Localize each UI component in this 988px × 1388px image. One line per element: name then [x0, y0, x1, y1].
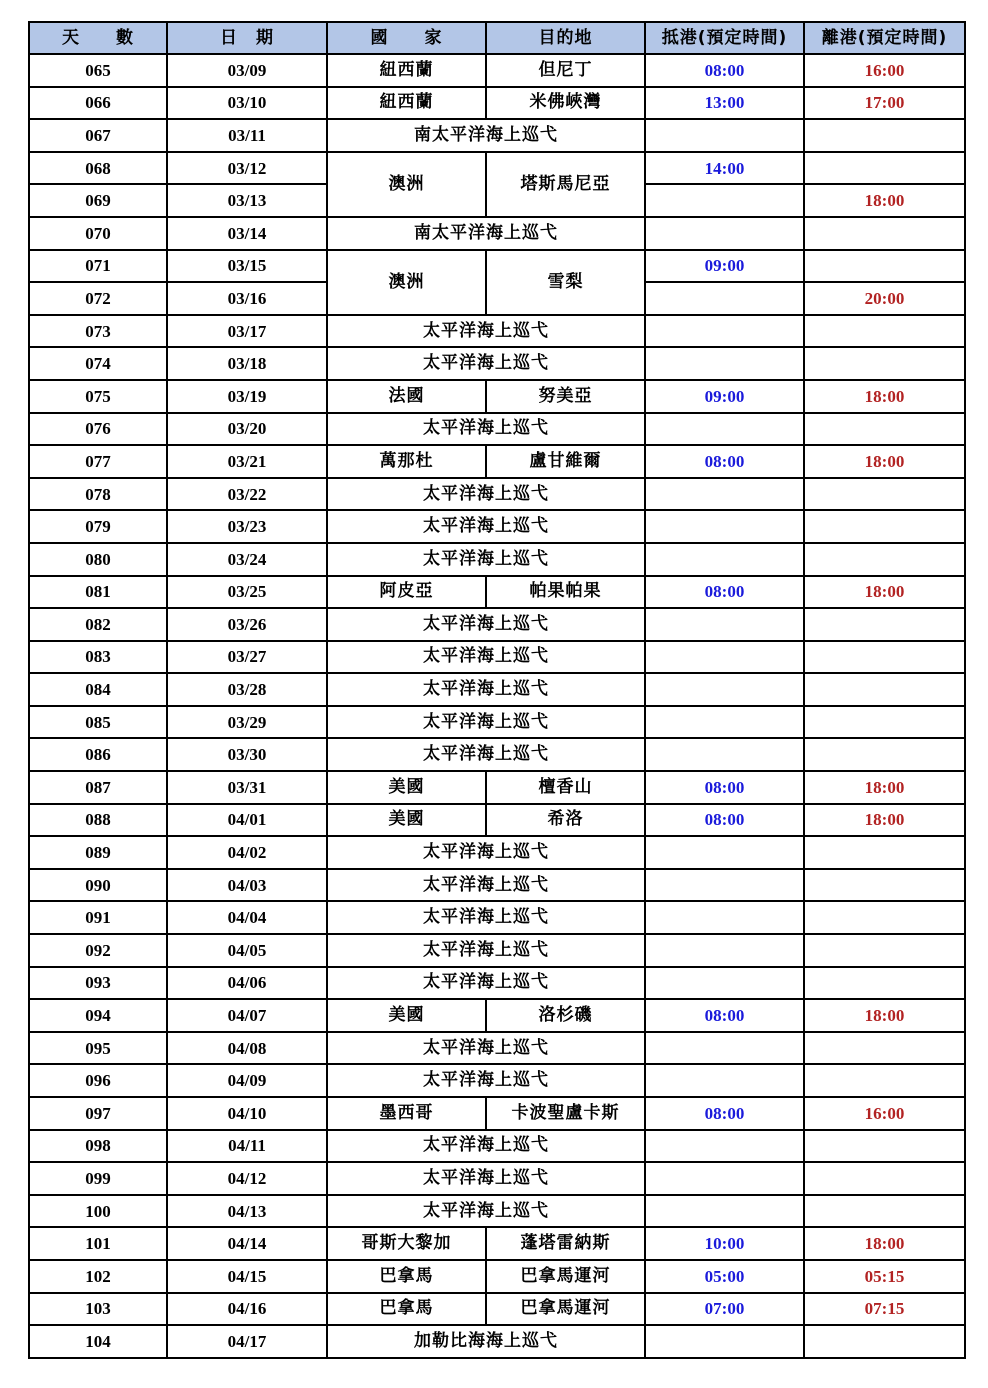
date-cell: 03/11: [167, 119, 327, 152]
departure-time-cell: 18:00: [804, 445, 965, 478]
sea-cruise-cell: 太平洋海上巡弋: [327, 641, 645, 674]
arrival-time-cell: 13:00: [645, 87, 804, 120]
day-cell: 068: [29, 152, 167, 185]
date-cell: 04/06: [167, 967, 327, 1000]
date-cell: 04/04: [167, 901, 327, 934]
arrival-time-cell: [645, 608, 804, 641]
date-cell: 03/22: [167, 478, 327, 511]
table-row: [29, 1162, 965, 1195]
sea-cruise-cell: 太平洋海上巡弋: [327, 543, 645, 576]
sea-cruise-cell: 太平洋海上巡弋: [327, 673, 645, 706]
country-cell: 墨西哥: [327, 1097, 486, 1130]
table-row: [29, 608, 965, 641]
date-cell: 03/21: [167, 445, 327, 478]
table-row: [29, 673, 965, 706]
country-cell: 巴拿馬: [327, 1260, 486, 1293]
date-cell: 04/13: [167, 1195, 327, 1228]
sea-cruise-cell: 太平洋海上巡弋: [327, 934, 645, 967]
date-cell: 03/09: [167, 54, 327, 87]
day-cell: 100: [29, 1195, 167, 1228]
country-cell: 阿皮亞: [327, 576, 486, 609]
date-cell: 04/01: [167, 804, 327, 837]
table-row: [29, 347, 965, 380]
day-cell: 101: [29, 1227, 167, 1260]
arrival-time-cell: [645, 641, 804, 674]
arrival-time-cell: 14:00: [645, 152, 804, 185]
day-cell: 072: [29, 282, 167, 315]
departure-time-cell: [804, 413, 965, 446]
departure-time-cell: [804, 315, 965, 348]
sea-cruise-cell: 太平洋海上巡弋: [327, 315, 645, 348]
departure-time-cell: [804, 543, 965, 576]
departure-time-cell: [804, 1130, 965, 1163]
date-cell: 04/12: [167, 1162, 327, 1195]
header-day: 天 數: [29, 22, 167, 54]
table-row: [29, 1260, 965, 1293]
day-cell: 083: [29, 641, 167, 674]
day-cell: 090: [29, 869, 167, 902]
departure-time-cell: [804, 217, 965, 250]
sea-cruise-cell: 太平洋海上巡弋: [327, 1162, 645, 1195]
itinerary-table: [28, 21, 966, 1359]
itinerary-body: [29, 54, 965, 1358]
sea-cruise-cell: 太平洋海上巡弋: [327, 413, 645, 446]
table-row: [29, 315, 965, 348]
country-cell: 紐西蘭: [327, 54, 486, 87]
sea-cruise-cell: 太平洋海上巡弋: [327, 1064, 645, 1097]
departure-time-cell: [804, 152, 965, 185]
arrival-time-cell: [645, 478, 804, 511]
arrival-time-cell: [645, 967, 804, 1000]
departure-time-cell: [804, 934, 965, 967]
day-cell: 077: [29, 445, 167, 478]
date-cell: 03/18: [167, 347, 327, 380]
table-row: [29, 1227, 965, 1260]
day-cell: 097: [29, 1097, 167, 1130]
country-cell: 美國: [327, 804, 486, 837]
table-row: [29, 380, 965, 413]
sea-cruise-cell: 太平洋海上巡弋: [327, 901, 645, 934]
table-row: [29, 1325, 965, 1358]
sea-cruise-cell: 南太平洋海上巡弋: [327, 217, 645, 250]
destination-cell: 雪梨: [486, 250, 645, 315]
day-cell: 080: [29, 543, 167, 576]
table-row: [29, 771, 965, 804]
sea-cruise-cell: 加勒比海海上巡弋: [327, 1325, 645, 1358]
day-cell: 078: [29, 478, 167, 511]
departure-time-cell: 16:00: [804, 1097, 965, 1130]
destination-cell: 米佛峽灣: [486, 87, 645, 120]
country-cell: 哥斯大黎加: [327, 1227, 486, 1260]
departure-time-cell: 18:00: [804, 804, 965, 837]
date-cell: 04/17: [167, 1325, 327, 1358]
date-cell: 03/31: [167, 771, 327, 804]
header-country: 國 家: [327, 22, 486, 54]
date-cell: 04/03: [167, 869, 327, 902]
date-cell: 03/10: [167, 87, 327, 120]
date-cell: 04/05: [167, 934, 327, 967]
departure-time-cell: [804, 967, 965, 1000]
day-cell: 066: [29, 87, 167, 120]
arrival-time-cell: [645, 217, 804, 250]
departure-time-cell: 18:00: [804, 771, 965, 804]
day-cell: 096: [29, 1064, 167, 1097]
day-cell: 095: [29, 1032, 167, 1065]
date-cell: 03/30: [167, 738, 327, 771]
day-cell: 104: [29, 1325, 167, 1358]
arrival-time-cell: 08:00: [645, 804, 804, 837]
destination-cell: 檀香山: [486, 771, 645, 804]
date-cell: 03/13: [167, 184, 327, 217]
country-cell: 美國: [327, 771, 486, 804]
sea-cruise-cell: 南太平洋海上巡弋: [327, 119, 645, 152]
country-cell: 萬那杜: [327, 445, 486, 478]
arrival-time-cell: [645, 315, 804, 348]
country-cell: 美國: [327, 999, 486, 1032]
country-cell: 紐西蘭: [327, 87, 486, 120]
destination-cell: 塔斯馬尼亞: [486, 152, 645, 217]
arrival-time-cell: 10:00: [645, 1227, 804, 1260]
date-cell: 03/14: [167, 217, 327, 250]
day-cell: 092: [29, 934, 167, 967]
departure-time-cell: 18:00: [804, 999, 965, 1032]
table-row: [29, 869, 965, 902]
arrival-time-cell: 09:00: [645, 250, 804, 283]
date-cell: 04/10: [167, 1097, 327, 1130]
table-row: [29, 804, 965, 837]
arrival-time-cell: [645, 1064, 804, 1097]
day-cell: 082: [29, 608, 167, 641]
departure-time-cell: [804, 119, 965, 152]
sea-cruise-cell: 太平洋海上巡弋: [327, 1195, 645, 1228]
destination-cell: 卡波聖盧卡斯: [486, 1097, 645, 1130]
table-row: [29, 543, 965, 576]
day-cell: 098: [29, 1130, 167, 1163]
arrival-time-cell: [645, 673, 804, 706]
day-cell: 076: [29, 413, 167, 446]
arrival-time-cell: 05:00: [645, 1260, 804, 1293]
day-cell: 103: [29, 1293, 167, 1326]
day-cell: 087: [29, 771, 167, 804]
departure-time-cell: [804, 1325, 965, 1358]
date-cell: 03/20: [167, 413, 327, 446]
date-cell: 03/16: [167, 282, 327, 315]
sea-cruise-cell: 太平洋海上巡弋: [327, 836, 645, 869]
day-cell: 086: [29, 738, 167, 771]
arrival-time-cell: [645, 282, 804, 315]
table-row: [29, 1293, 965, 1326]
header-departure: 離港(預定時間): [804, 22, 965, 54]
departure-time-cell: 18:00: [804, 576, 965, 609]
table-row: [29, 1032, 965, 1065]
header-destination: 目的地: [486, 22, 645, 54]
arrival-time-cell: [645, 901, 804, 934]
country-cell: 法國: [327, 380, 486, 413]
destination-cell: 巴拿馬運河: [486, 1260, 645, 1293]
table-row: [29, 87, 965, 120]
departure-time-cell: [804, 1195, 965, 1228]
day-cell: 089: [29, 836, 167, 869]
day-cell: 088: [29, 804, 167, 837]
table-row: [29, 413, 965, 446]
arrival-time-cell: [645, 184, 804, 217]
arrival-time-cell: [645, 706, 804, 739]
day-cell: 073: [29, 315, 167, 348]
arrival-time-cell: [645, 119, 804, 152]
destination-cell: 蓬塔雷納斯: [486, 1227, 645, 1260]
sea-cruise-cell: 太平洋海上巡弋: [327, 608, 645, 641]
table-row: [29, 576, 965, 609]
table-row: [29, 445, 965, 478]
destination-cell: 盧甘維爾: [486, 445, 645, 478]
day-cell: 074: [29, 347, 167, 380]
date-cell: 03/12: [167, 152, 327, 185]
arrival-time-cell: [645, 1325, 804, 1358]
date-cell: 04/02: [167, 836, 327, 869]
table-row: [29, 1195, 965, 1228]
date-cell: 03/23: [167, 510, 327, 543]
country-cell: 澳洲: [327, 152, 486, 217]
sea-cruise-cell: 太平洋海上巡弋: [327, 347, 645, 380]
departure-time-cell: 18:00: [804, 1227, 965, 1260]
date-cell: 04/11: [167, 1130, 327, 1163]
day-cell: 102: [29, 1260, 167, 1293]
date-cell: 04/07: [167, 999, 327, 1032]
date-cell: 03/29: [167, 706, 327, 739]
table-row: [29, 54, 965, 87]
arrival-time-cell: [645, 1130, 804, 1163]
arrival-time-cell: 07:00: [645, 1293, 804, 1326]
departure-time-cell: 18:00: [804, 184, 965, 217]
arrival-time-cell: [645, 934, 804, 967]
arrival-time-cell: 09:00: [645, 380, 804, 413]
sea-cruise-cell: 太平洋海上巡弋: [327, 478, 645, 511]
day-cell: 091: [29, 901, 167, 934]
day-cell: 065: [29, 54, 167, 87]
departure-time-cell: [804, 1064, 965, 1097]
destination-cell: 希洛: [486, 804, 645, 837]
date-cell: 04/14: [167, 1227, 327, 1260]
table-row: [29, 510, 965, 543]
table-row: [29, 999, 965, 1032]
arrival-time-cell: [645, 1195, 804, 1228]
header-row: [29, 22, 965, 54]
table-row: [29, 152, 965, 185]
table-row: [29, 706, 965, 739]
table-row: [29, 250, 965, 283]
departure-time-cell: 05:15: [804, 1260, 965, 1293]
departure-time-cell: 17:00: [804, 87, 965, 120]
day-cell: 081: [29, 576, 167, 609]
departure-time-cell: [804, 673, 965, 706]
sea-cruise-cell: 太平洋海上巡弋: [327, 1130, 645, 1163]
departure-time-cell: [804, 347, 965, 380]
destination-cell: 努美亞: [486, 380, 645, 413]
table-row: [29, 934, 965, 967]
arrival-time-cell: [645, 1162, 804, 1195]
table-row: [29, 1097, 965, 1130]
departure-time-cell: [804, 510, 965, 543]
arrival-time-cell: 08:00: [645, 54, 804, 87]
day-cell: 071: [29, 250, 167, 283]
departure-time-cell: 20:00: [804, 282, 965, 315]
day-cell: 099: [29, 1162, 167, 1195]
header-arrival: 抵港(預定時間): [645, 22, 804, 54]
table-row: [29, 738, 965, 771]
table-row: [29, 836, 965, 869]
arrival-time-cell: 08:00: [645, 1097, 804, 1130]
departure-time-cell: [804, 250, 965, 283]
arrival-time-cell: [645, 543, 804, 576]
destination-cell: 帕果帕果: [486, 576, 645, 609]
country-cell: 巴拿馬: [327, 1293, 486, 1326]
departure-time-cell: [804, 836, 965, 869]
arrival-time-cell: [645, 1032, 804, 1065]
arrival-time-cell: [645, 869, 804, 902]
table-row: [29, 119, 965, 152]
departure-time-cell: 16:00: [804, 54, 965, 87]
departure-time-cell: [804, 641, 965, 674]
date-cell: 04/08: [167, 1032, 327, 1065]
day-cell: 079: [29, 510, 167, 543]
sea-cruise-cell: 太平洋海上巡弋: [327, 738, 645, 771]
departure-time-cell: [804, 706, 965, 739]
date-cell: 03/17: [167, 315, 327, 348]
sea-cruise-cell: 太平洋海上巡弋: [327, 967, 645, 1000]
sea-cruise-cell: 太平洋海上巡弋: [327, 510, 645, 543]
arrival-time-cell: 08:00: [645, 445, 804, 478]
destination-cell: 洛杉磯: [486, 999, 645, 1032]
table-row: [29, 1130, 965, 1163]
arrival-time-cell: 08:00: [645, 771, 804, 804]
departure-time-cell: [804, 608, 965, 641]
departure-time-cell: [804, 1162, 965, 1195]
date-cell: 04/09: [167, 1064, 327, 1097]
date-cell: 03/15: [167, 250, 327, 283]
sea-cruise-cell: 太平洋海上巡弋: [327, 706, 645, 739]
table-row: [29, 901, 965, 934]
arrival-time-cell: [645, 347, 804, 380]
arrival-time-cell: [645, 510, 804, 543]
arrival-time-cell: 08:00: [645, 576, 804, 609]
destination-cell: 巴拿馬運河: [486, 1293, 645, 1326]
day-cell: 094: [29, 999, 167, 1032]
day-cell: 067: [29, 119, 167, 152]
destination-cell: 但尼丁: [486, 54, 645, 87]
day-cell: 085: [29, 706, 167, 739]
date-cell: 03/19: [167, 380, 327, 413]
departure-time-cell: [804, 738, 965, 771]
day-cell: 093: [29, 967, 167, 1000]
departure-time-cell: 07:15: [804, 1293, 965, 1326]
date-cell: 03/24: [167, 543, 327, 576]
date-cell: 03/25: [167, 576, 327, 609]
day-cell: 075: [29, 380, 167, 413]
date-cell: 04/16: [167, 1293, 327, 1326]
table-row: [29, 641, 965, 674]
departure-time-cell: [804, 901, 965, 934]
departure-time-cell: [804, 869, 965, 902]
arrival-time-cell: [645, 738, 804, 771]
date-cell: 03/27: [167, 641, 327, 674]
table-row: [29, 967, 965, 1000]
date-cell: 03/26: [167, 608, 327, 641]
arrival-time-cell: [645, 836, 804, 869]
day-cell: 070: [29, 217, 167, 250]
day-cell: 069: [29, 184, 167, 217]
date-cell: 03/28: [167, 673, 327, 706]
day-cell: 084: [29, 673, 167, 706]
table-row: [29, 217, 965, 250]
table-row: [29, 478, 965, 511]
sea-cruise-cell: 太平洋海上巡弋: [327, 869, 645, 902]
arrival-time-cell: 08:00: [645, 999, 804, 1032]
sea-cruise-cell: 太平洋海上巡弋: [327, 1032, 645, 1065]
table-row: [29, 1064, 965, 1097]
country-cell: 澳洲: [327, 250, 486, 315]
departure-time-cell: [804, 1032, 965, 1065]
arrival-time-cell: [645, 413, 804, 446]
date-cell: 04/15: [167, 1260, 327, 1293]
departure-time-cell: 18:00: [804, 380, 965, 413]
header-date: 日 期: [167, 22, 327, 54]
departure-time-cell: [804, 478, 965, 511]
